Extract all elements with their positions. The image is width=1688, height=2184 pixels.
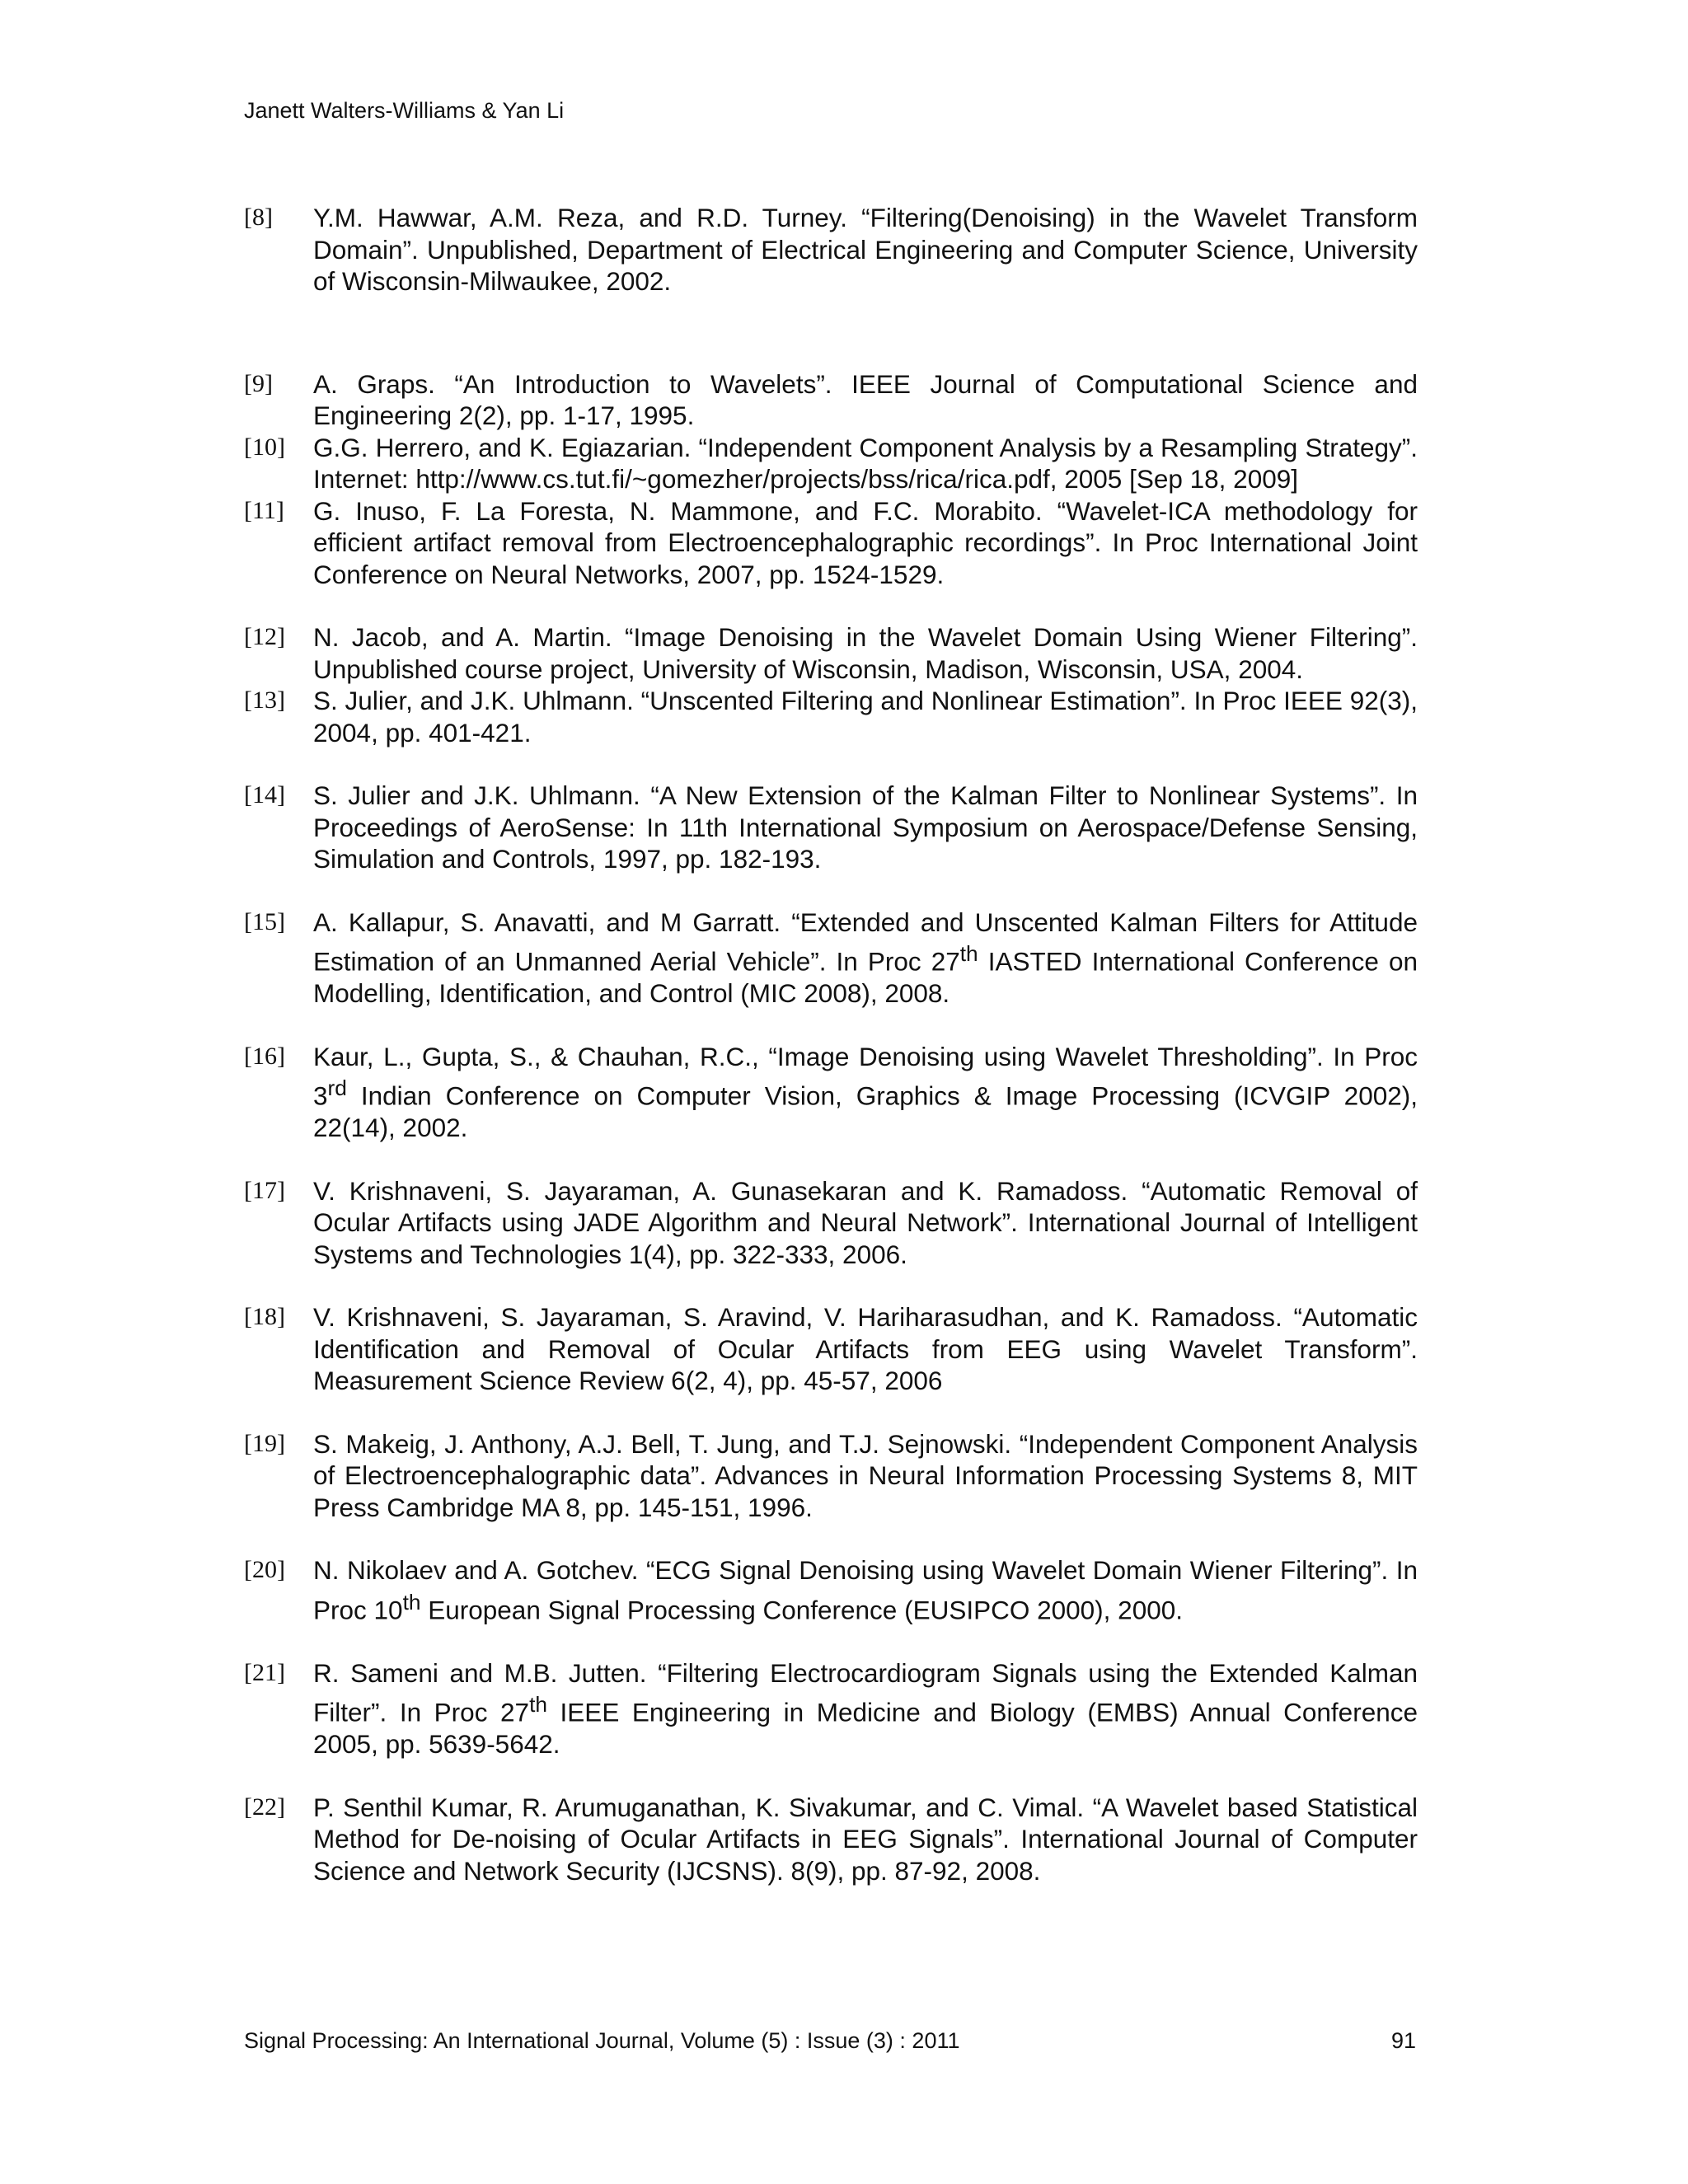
reference-text: A. Kallapur, S. Anavatti, and M Garratt. “Extended and Unscented Kalman Filters for Attitude Estimation of an Unmanned Aerial Vehicle”. In Proc 27th IASTED International Conference on Modelling, Identification, and Control (MIC 2008), 2008. <box>313 907 1418 1008</box>
reference-number: [12] <box>244 623 285 650</box>
reference-text: Kaur, L., Gupta, S., & Chauhan, R.C., “Image Denoising using Wavelet Thresholding”. In Proc 3rd Indian Conference on Computer Vision, Graphics & Image Processing (ICVGIP 2002), 22(14), 2002. <box>313 1041 1418 1142</box>
reference-number: [11] <box>244 496 284 524</box>
reference-text: Y.M. Hawwar, A.M. Reza, and R.D. Turney. “Filtering(Denoising) in the Wavelet Transform Domain”. Unpublished, Department of Electrical Engineering and Computer Science, University of Wisconsin-Milwaukee, 2002. <box>313 203 1418 296</box>
reference-number: [13] <box>244 687 285 714</box>
reference-item <box>244 1554 1418 1626</box>
reference-item <box>244 1175 1418 1271</box>
reference-item <box>244 368 1418 432</box>
reference-list <box>244 202 1418 1886</box>
reference-text: G.G. Herrero, and K. Egiazarian. “Independent Component Analysis by a Resampling Strategy”. Internet: http://www.cs.tut.fi/~gomezher/projects/bss/rica/rica.pdf, 2005 [Sep 18, 2009] <box>313 432 1418 494</box>
reference-number: [20] <box>244 1556 285 1583</box>
reference-number: [8] <box>244 204 273 231</box>
page-number: 91 <box>1390 2028 1416 2053</box>
reference-text: V. Krishnaveni, S. Jayaraman, S. Aravind, V. Hariharasudhan, and K. Ramadoss. “Automatic Identification and Removal of Ocular Artifacts from EEG using Wavelet Transform”. Measurement Science Review 6(2, 4), pp. 45-57, 2006 <box>313 1302 1418 1395</box>
reference-text: A. Graps. “An Introduction to Wavelets”. IEEE Journal of Computational Science and Engineering 2(2), pp. 1-17, 1995. <box>313 368 1418 430</box>
reference-text: N. Jacob, and A. Martin. “Image Denoising in the Wavelet Domain Using Wiener Filtering”. Unpublished course project, University of Wisconsin, Madison, Wisconsin, USA, 2004. <box>313 622 1418 684</box>
reference-number: [9] <box>244 369 273 397</box>
reference-text: S. Makeig, J. Anthony, A.J. Bell, T. Jung, and T.J. Sejnowski. “Independent Component Analysis of Electroencephalographic data”. Advances in Neural Information Processing Systems 8, MIT Press Cambridge MA 8, pp. 145-151, 1996. <box>313 1428 1418 1522</box>
reference-item <box>244 621 1418 685</box>
reference-item <box>244 1301 1418 1397</box>
reference-number: [22] <box>244 1793 285 1821</box>
reference-number: [14] <box>244 781 285 808</box>
reference-item <box>244 1041 1418 1144</box>
reference-text: S. Julier, and J.K. Uhlmann. “Unscented Filtering and Nonlinear Estimation”. In Proc IEEE 92(3), 2004, pp. 401-421. <box>313 686 1418 748</box>
reference-item <box>244 432 1418 495</box>
reference-number: [21] <box>244 1658 285 1686</box>
reference-number: [17] <box>244 1176 285 1204</box>
reference-text: G. Inuso, F. La Foresta, N. Mammone, and F.C. Morabito. “Wavelet-ICA methodology for efficient artifact removal from Electroencephalographic recordings”. In Proc International Joint Conference on Neural Networks, 2007, pp. 1524-1529. <box>313 495 1418 589</box>
reference-text: V. Krishnaveni, S. Jayaraman, A. Gunasekaran and K. Ramadoss. “Automatic Removal of Ocular Artifacts using JADE Algorithm and Neural Network”. International Journal of Intelligent Systems and Technologies 1(4), pp. 322-333, 2006. <box>313 1175 1418 1269</box>
reference-item <box>244 1792 1418 1887</box>
reference-number: [15] <box>244 907 285 935</box>
reference-number: [18] <box>244 1303 285 1330</box>
reference-number: [16] <box>244 1042 285 1070</box>
reference-item <box>244 1428 1418 1524</box>
journal-footer: Signal Processing: An International Journal, Volume (5) : Issue (3) : 2011 <box>244 2028 960 2053</box>
reference-text: R. Sameni and M.B. Jutten. “Filtering Electrocardiogram Signals using the Extended Kalman Filter”. In Proc 27th IEEE Engineering in Medicine and Biology (EMBS) Annual Conference 2005, pp. 5639-5642. <box>313 1657 1418 1759</box>
reference-item <box>244 907 1418 1010</box>
reference-text: N. Nikolaev and A. Gotchev. “ECG Signal Denoising using Wavelet Domain Wiener Filtering”. In Proc 10th European Signal Processing Conference (EUSIPCO 2000), 2000. <box>313 1555 1418 1624</box>
reference-number: [19] <box>244 1429 285 1457</box>
reference-text: S. Julier and J.K. Uhlmann. “A New Extension of the Kalman Filter to Nonlinear Systems”. In Proceedings of AeroSense: In 11th International Symposium on Aerospace/Defense Sensing, Simulation and Controls, 1997, pp. 182-193. <box>313 780 1418 874</box>
reference-number: [10] <box>244 433 285 461</box>
reference-item <box>244 202 1418 298</box>
reference-item <box>244 780 1418 875</box>
reference-text: P. Senthil Kumar, R. Arumuganathan, K. Sivakumar, and C. Vimal. “A Wavelet based Statistical Method for De-noising of Ocular Artifacts in EEG Signals”. International Journal of Computer Science and Network Security (IJCSNS). 8(9), pp. 87-92, 2008. <box>313 1792 1418 1886</box>
reference-item <box>244 495 1418 591</box>
reference-item <box>244 1657 1418 1760</box>
running-header: Janett Walters-Williams & Yan Li <box>244 98 565 123</box>
reference-item <box>244 685 1418 748</box>
